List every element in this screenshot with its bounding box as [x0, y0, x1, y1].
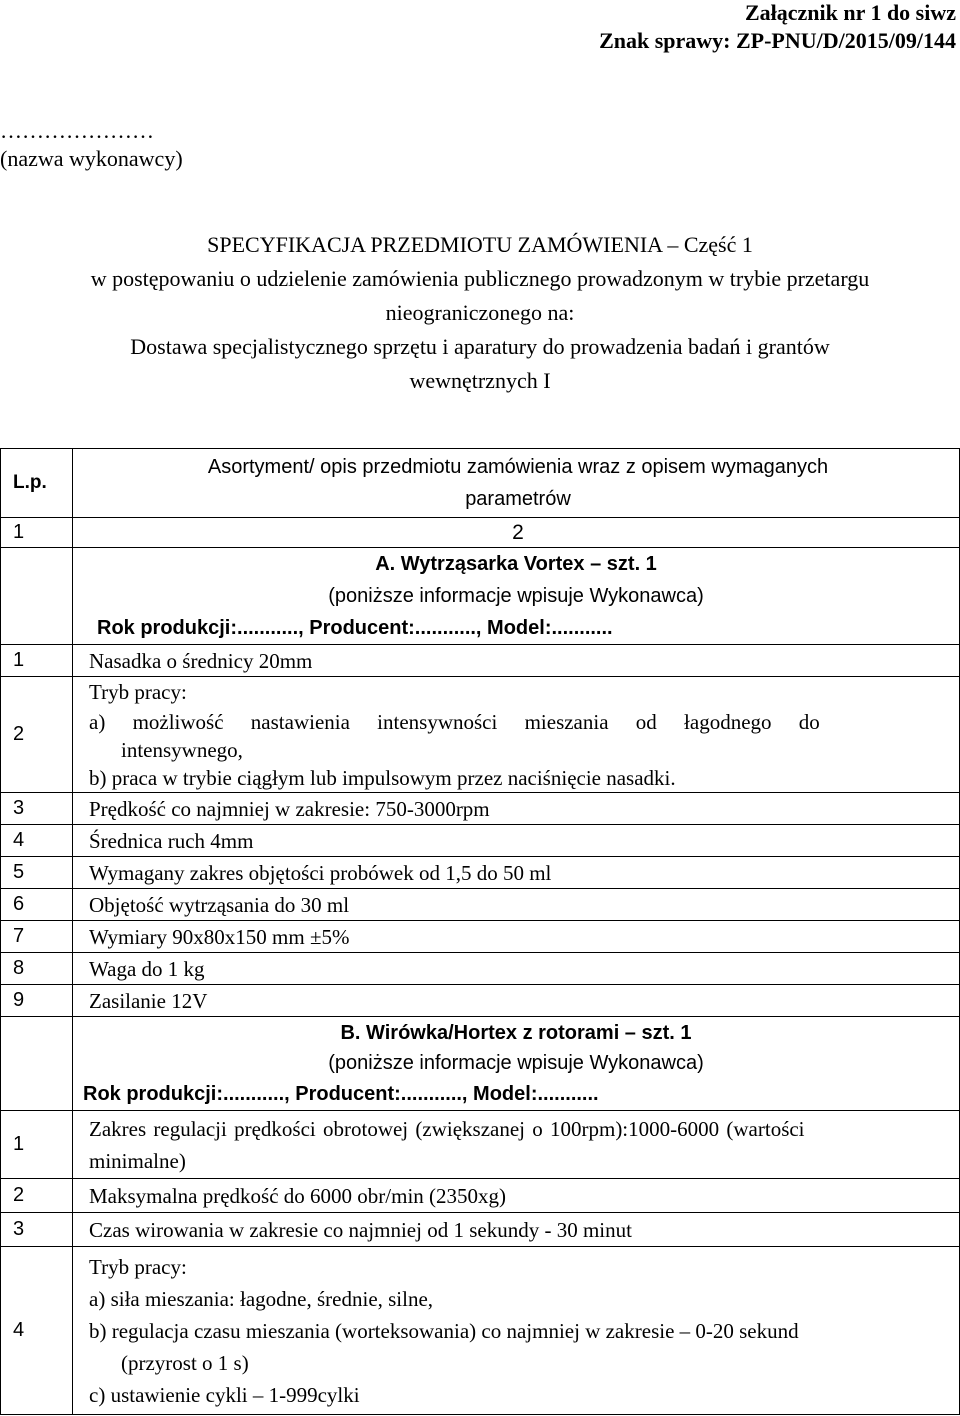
row-number: 3	[1, 1213, 73, 1246]
section-b-fields: Rok produkcji:..........., Producent:..........., Model:...........	[83, 1083, 599, 1105]
table-header-row	[1, 448, 959, 518]
table-row	[1, 953, 959, 985]
table-row	[1, 985, 959, 1017]
row-number: 5	[1, 857, 73, 888]
table-row	[1, 1179, 959, 1213]
row-line: Waga do 1 kg	[89, 956, 205, 981]
row-line: Nasadka o średnicy 20mm	[89, 648, 313, 673]
row-line: Tryb pracy:	[89, 680, 187, 704]
row-line: intensywnego,	[121, 738, 243, 762]
row-description	[73, 1213, 959, 1246]
row-number: 4	[1, 1247, 73, 1414]
row-line: b) regulacja czasu mieszania (worteksowania) co najmniej w zakresie – 0-20 sekund	[89, 1318, 799, 1343]
description-header	[73, 449, 959, 517]
row-line: Średnica ruch 4mm	[89, 828, 254, 853]
column-number-2-text: 2	[512, 520, 524, 544]
row-description	[73, 1179, 959, 1212]
spec-subtitle-3: Dostawa specjalistycznego sprzętu i aparatury do prowadzenia badań i grantów	[130, 334, 830, 359]
row-line: Wymagany zakres objętości probówek od 1,5 do 50 ml	[89, 860, 552, 885]
table-row	[1, 889, 959, 921]
row-number: 2	[1, 677, 73, 792]
spec-subtitle-1: w postępowaniu o udzielenie zamówienia publicznego prowadzonym w trybie przetargu	[90, 266, 870, 291]
table-row	[1, 1247, 959, 1415]
row-description	[73, 889, 959, 920]
spec-subtitle-4: wewnętrznych I	[409, 368, 551, 393]
row-number: 4	[1, 825, 73, 856]
row-number: 2	[1, 1179, 73, 1212]
row-line: (przyrost o 1 s)	[121, 1350, 249, 1375]
section-b-title-cell	[73, 1017, 959, 1111]
table-row	[1, 1213, 959, 1247]
row-description	[73, 645, 959, 676]
table-row	[1, 793, 959, 825]
row-line: b) praca w trybie ciągłym lub impulsowym przez naciśnięcie nasadki.	[89, 766, 676, 790]
contractor-dots: …………………	[0, 118, 154, 143]
section-a-title: A. Wytrząsarka Vortex – szt. 1	[375, 553, 657, 575]
section-a-note: (poniższe informacje wpisuje Wykonawca)	[328, 585, 704, 607]
spec-table	[0, 448, 960, 1415]
row-number: 7	[1, 921, 73, 952]
row-description	[73, 921, 959, 952]
section-b-header	[1, 1017, 959, 1111]
table-row	[1, 677, 959, 793]
table-row	[1, 645, 959, 677]
case-reference: Znak sprawy: ZP-PNU/D/2015/09/144	[599, 28, 956, 53]
section-b-num-cell	[1, 1017, 73, 1110]
row-description	[73, 1111, 959, 1178]
section-b-note: (poniższe informacje wpisuje Wykonawca)	[328, 1052, 704, 1074]
section-a-num-cell	[1, 548, 73, 644]
row-description	[73, 825, 959, 856]
row-number: 9	[1, 985, 73, 1016]
row-line: Wymiary 90x80x150 mm ±5%	[89, 924, 350, 949]
column-numbers-row	[1, 518, 959, 548]
lp-header: L.p.	[1, 449, 73, 517]
row-number: 6	[1, 889, 73, 920]
row-description	[73, 677, 959, 792]
row-number: 1	[1, 1111, 73, 1178]
table-row	[1, 825, 959, 857]
row-line: Czas wirowania w zakresie co najmniej od 1 sekundy - 30 minut	[89, 1217, 632, 1242]
row-line: minimalne)	[89, 1148, 186, 1173]
row-line: Maksymalna prędkość do 6000 obr/min (2350xg)	[89, 1183, 507, 1208]
row-description	[73, 1247, 959, 1414]
table-row	[1, 921, 959, 953]
row-line: Zasilanie 12V	[89, 988, 208, 1013]
section-b-title: B. Wirówka/Hortex z rotorami – szt. 1	[340, 1022, 692, 1044]
row-line: a) siła mieszania: łagodne, średnie, silne,	[89, 1286, 434, 1311]
row-line: Zakres regulacji prędkości obrotowej (zwiększanej o 100rpm):1000-6000 (wartości	[89, 1116, 805, 1141]
row-description	[73, 857, 959, 888]
row-number: 1	[1, 645, 73, 676]
description-header-line-2: parametrów	[465, 488, 571, 510]
column-number-1: 1	[1, 518, 73, 547]
section-a-title-cell	[73, 548, 959, 645]
contractor-label: (nazwa wykonawcy)	[0, 146, 183, 171]
row-line: Objętość wytrząsania do 30 ml	[89, 892, 350, 917]
row-line: c) ustawienie cykli – 1-999cylki	[89, 1382, 360, 1407]
column-number-2	[73, 518, 959, 547]
spec-title: SPECYFIKACJA PRZEDMIOTU ZAMÓWIENIA – Część 1	[207, 232, 753, 257]
spec-subtitle-2: nieograniczonego na:	[385, 300, 575, 325]
table-row	[1, 857, 959, 889]
row-description	[73, 985, 959, 1016]
row-line: a) możliwość nastawienia intensywności mieszania od łagodnego do	[89, 710, 820, 734]
row-line: Prędkość co najmniej w zakresie: 750-3000rpm	[89, 796, 490, 821]
row-line: Tryb pracy:	[89, 1254, 187, 1279]
section-a-fields: Rok produkcji:..........., Producent:..........., Model:...........	[97, 617, 613, 639]
description-header-line-1: Asortyment/ opis przedmiotu zamówienia wraz z opisem wymaganych	[207, 456, 829, 478]
row-description	[73, 953, 959, 984]
attachment-label: Załącznik nr 1 do siwz	[744, 0, 956, 25]
row-number: 3	[1, 793, 73, 824]
row-description	[73, 793, 959, 824]
table-row	[1, 1111, 959, 1179]
section-a-header	[1, 548, 959, 644]
row-number: 8	[1, 953, 73, 984]
